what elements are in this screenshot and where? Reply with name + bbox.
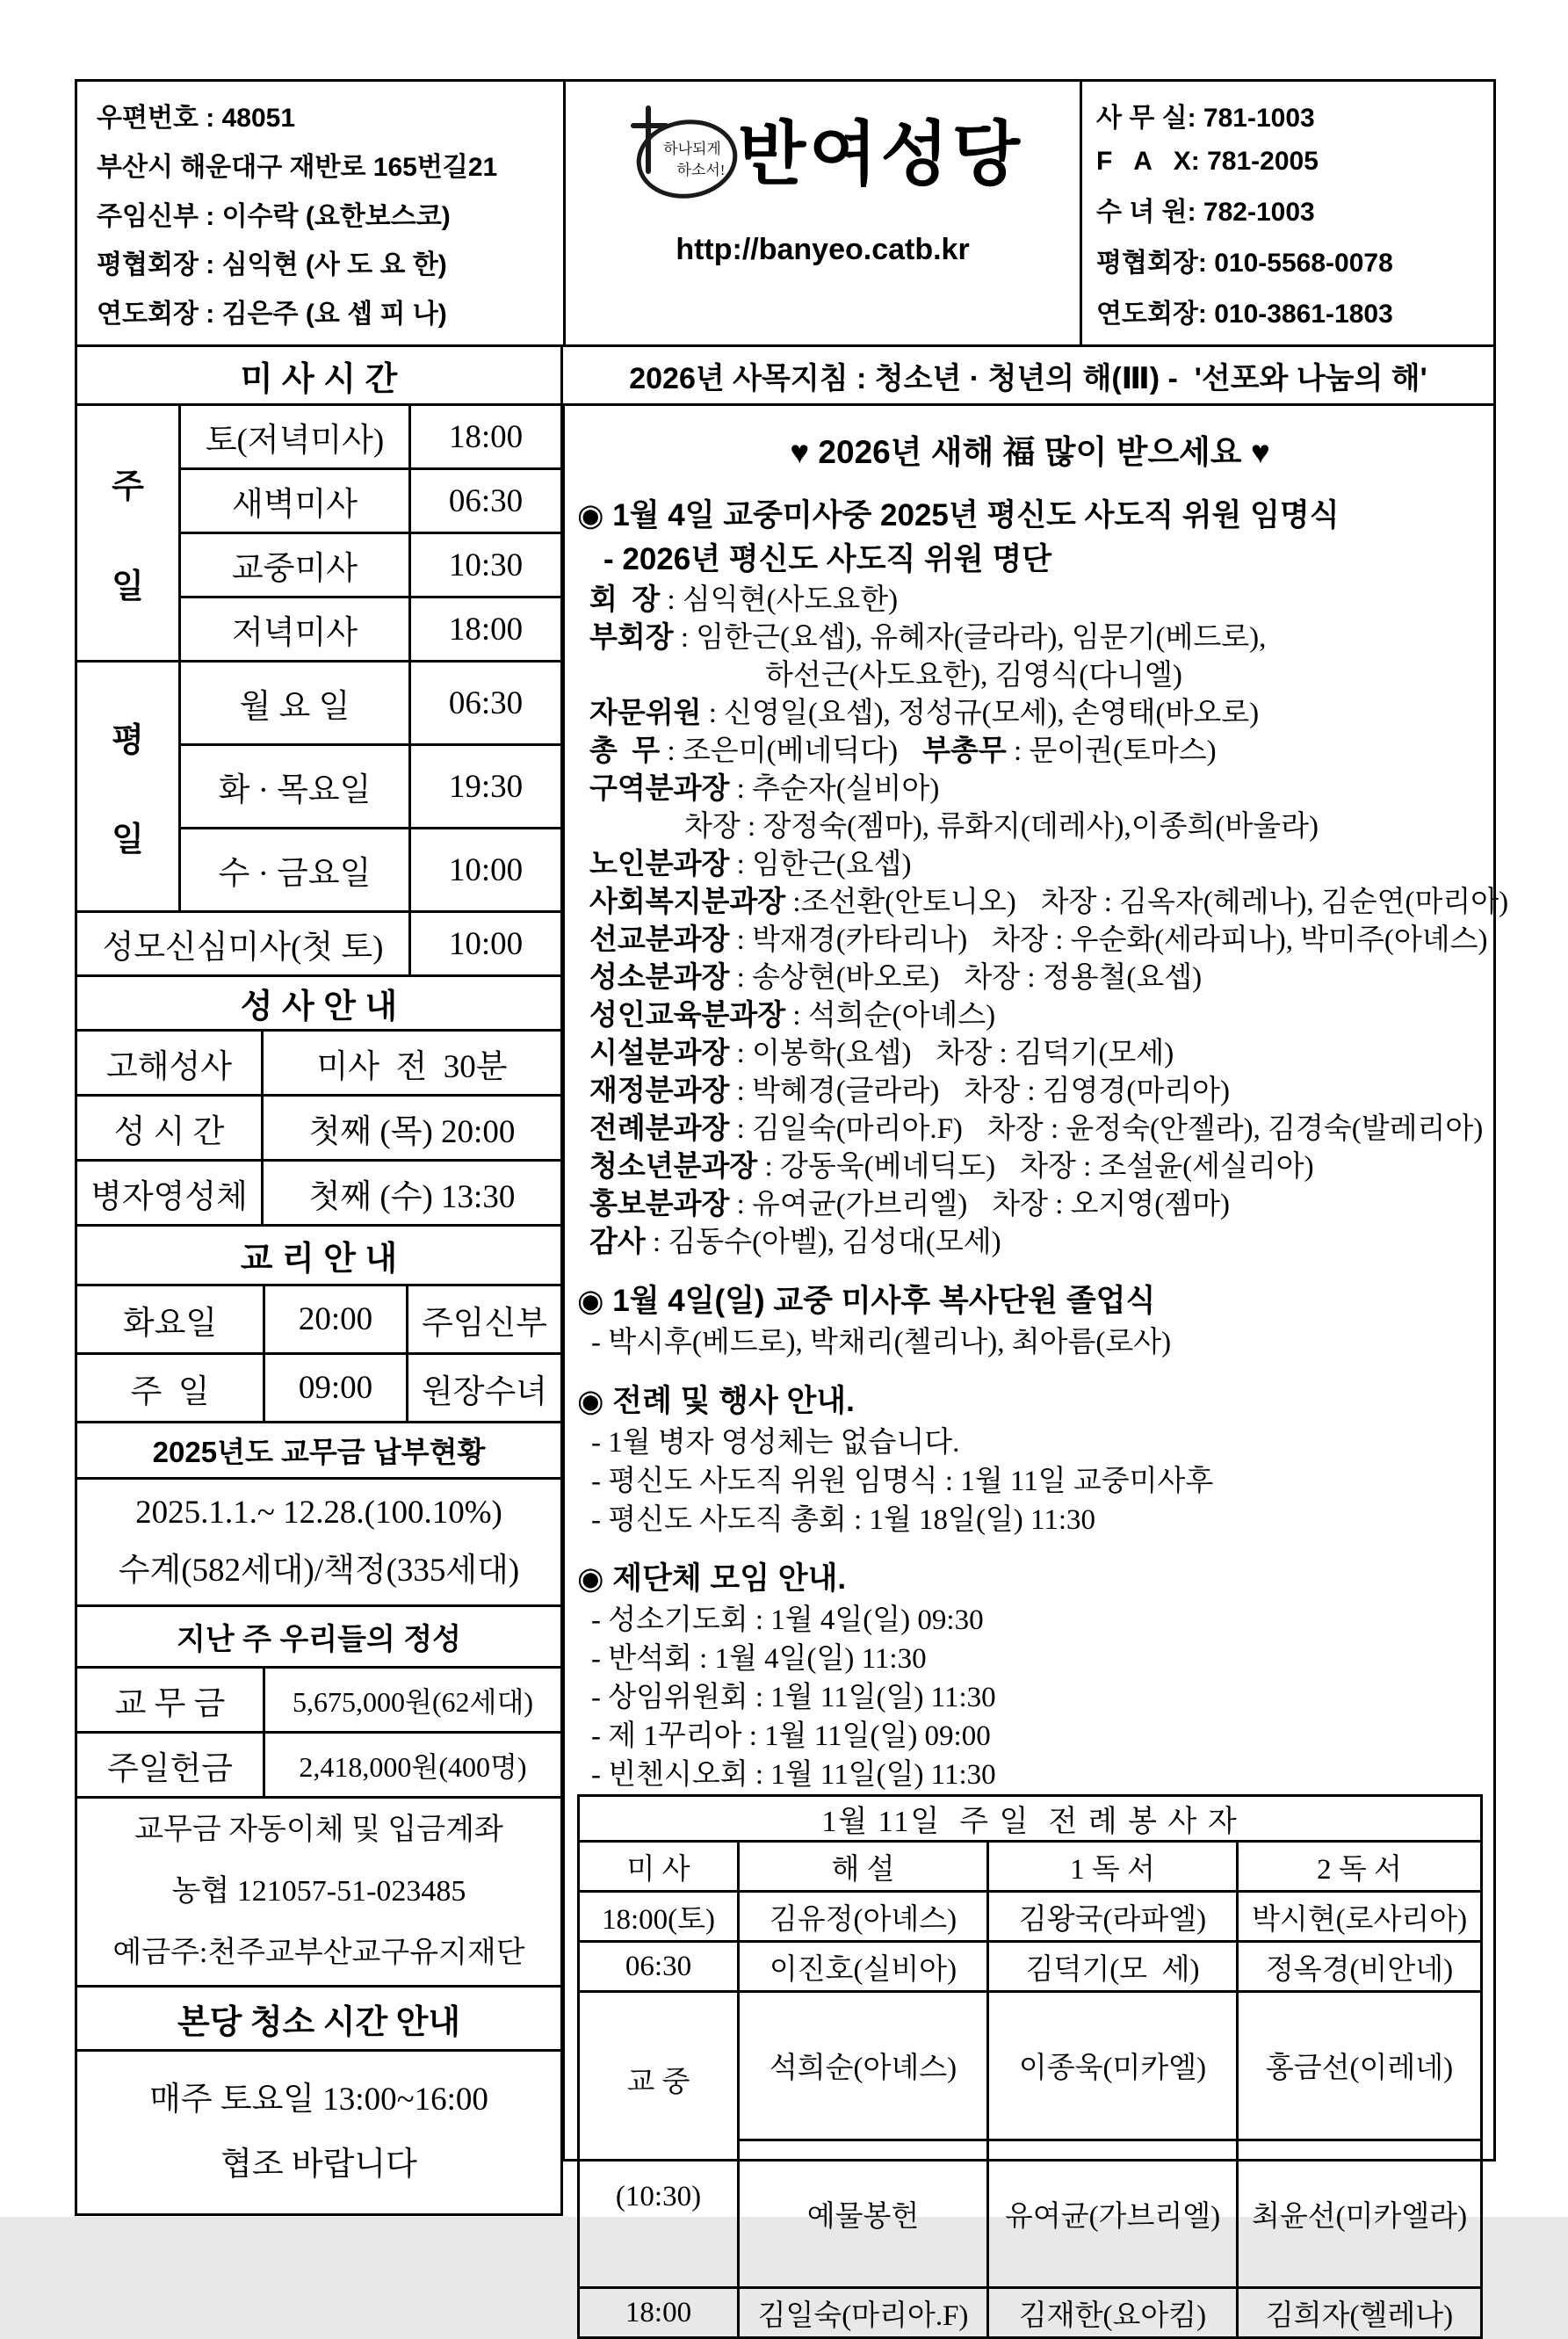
events-heading: ◉ 전례 및 행사 안내. — [577, 1384, 855, 1418]
table-row — [76, 1161, 562, 1226]
committee-line — [577, 1111, 1483, 1148]
dues-households: 수계(582세대)/책정(335세대) — [118, 1553, 520, 1589]
pastoral-theme: 2026년 사목지침 : 청소년 · 청년의 해(Ⅲ) - '선포와 나눔의 해' — [560, 344, 1496, 406]
role-value: : 석희순(아녜스) — [785, 1000, 996, 1032]
header-left-info — [77, 82, 566, 344]
committee-line — [577, 771, 1483, 808]
role-value: 하선근(사도요한), 김영식(다니엘) — [765, 660, 1182, 692]
role-value: : 조은미(베네딕다) — [660, 735, 899, 767]
commentator: 석희순(아녜스) — [739, 1992, 988, 2140]
table-row — [76, 1031, 562, 1096]
role-label: 사회복지분과장 — [589, 887, 786, 918]
group-char: 일 — [112, 568, 144, 606]
graduation-heading: ◉ 1월 4일(일) 교중 미사후 복사단원 졸업식 — [577, 1284, 1156, 1318]
catechism-time: 09:00 — [264, 1354, 408, 1423]
role-label: 차장 — [936, 1038, 993, 1069]
role-value: : 정용철(요셉) — [1020, 962, 1203, 994]
role-value: : 이봉학(요셉) — [729, 1038, 912, 1069]
committee-line — [577, 1035, 1483, 1073]
account-number: 농협 121057-51-023485 — [171, 1875, 466, 1908]
committee-line — [577, 959, 1483, 997]
role-value: : 조설윤(세실리아) — [1075, 1151, 1314, 1183]
row-value: 2,418,000원(400명) — [264, 1733, 562, 1798]
table-row — [76, 912, 562, 976]
role-value: : 오지영(젬마) — [1047, 1189, 1230, 1220]
logo-title-row — [622, 101, 1023, 208]
role-value: : 유여균(가브리엘) — [729, 1189, 968, 1220]
dues-period: 2025.1.1.~ 12.28.(100.10%) — [135, 1495, 502, 1531]
role-value: : 김덕기(모세) — [992, 1038, 1174, 1069]
column-header: 미 사 — [579, 1842, 739, 1892]
dues-summary — [75, 1477, 563, 1607]
mass-name: 교중미사 — [180, 533, 410, 597]
role-value: : 윤정숙(안젤라), 김경숙(발레리아) — [1043, 1113, 1484, 1145]
council-president-phone: 평협회장: 010-5568-0078 — [1096, 248, 1393, 278]
table-row — [76, 1096, 562, 1161]
mass-time: 10:30 — [410, 533, 562, 597]
role-value: : 박혜경(글라라) — [729, 1075, 940, 1107]
table-row — [579, 1842, 1482, 1892]
header-box — [75, 79, 1496, 347]
fax-number: F A X: 781-2005 — [1096, 147, 1319, 177]
role-value: : 김영경(마리아) — [1020, 1075, 1230, 1107]
first-reader: 김덕기(모 세) — [988, 1942, 1238, 1992]
committee-line — [577, 922, 1488, 959]
logo-caption-line1: 하나되게 — [663, 141, 721, 157]
row-value: 미사 전 30분 — [263, 1031, 562, 1096]
mass-slot-line: 교 중 — [626, 2067, 690, 2098]
row-value: 5,675,000원(62세대) — [264, 1668, 562, 1733]
servers-table-wrap — [577, 1794, 1483, 2339]
appointment-heading: ◉ 1월 4일 교중미사중 2025년 평신도 사도직 위원 임명식 — [577, 498, 1340, 532]
role-value: : 우순화(세라피나), 박미주(아녜스) — [1047, 924, 1488, 956]
second-reader: 정옥경(비안네) — [1238, 1942, 1482, 1992]
new-year-greeting: ♥ 2026년 새해 福 많이 받으세요 ♥ — [790, 434, 1270, 470]
role-label: 차장 — [964, 1075, 1021, 1107]
mass-time-header: 미 사 시 간 — [75, 344, 563, 406]
account-title: 교무금 자동이체 및 입금계좌 — [134, 1814, 503, 1846]
second-reader: 박시현(로사리아) — [1238, 1892, 1482, 1942]
table-row — [579, 1796, 1482, 1842]
row-label: 고해성사 — [76, 1031, 263, 1096]
role-label: 부회장 — [589, 622, 674, 654]
role-label: 성소분과장 — [589, 962, 730, 994]
pastor-line: 주임신부 : 이수락 (요한보스코) — [97, 201, 451, 231]
row-label: 교 무 금 — [76, 1668, 264, 1733]
role-value: : 박재경(카타리나) — [729, 924, 968, 956]
committee-line — [577, 733, 1483, 771]
role-label: 감사 — [589, 1227, 646, 1258]
meeting-line: - 상임위원회 : 1월 11일(일) 11:30 — [591, 1682, 996, 1713]
committee-line — [577, 997, 1483, 1035]
event-line: - 평신도 사도직 위원 임명식 : 1월 11일 교중미사후 — [591, 1466, 1214, 1497]
event-line: - 1월 병자 영성체는 없습니다. — [591, 1427, 960, 1459]
commentator: 김일숙(마리아.F) — [739, 2288, 988, 2338]
row-label: 주일헌금 — [76, 1733, 264, 1798]
mass-name: 토(저녁미사) — [180, 405, 410, 469]
role-label: 시설분과장 — [589, 1038, 730, 1069]
mass-schedule-table — [75, 403, 563, 977]
role-value: : 강동욱(베네딕도) — [757, 1151, 996, 1183]
commentator: 예물봉헌 — [739, 2140, 988, 2288]
appointment-subheading: - 2026년 평신도 사도직 위원 명단 — [603, 542, 1052, 576]
offering-header: 지난 주 우리들의 정성 — [75, 1604, 563, 1669]
role-label: 차장 — [992, 924, 1048, 956]
meeting-line: - 성소기도회 : 1월 4일(일) 09:30 — [591, 1604, 984, 1636]
role-value: :조선환(안토니오) — [785, 887, 1016, 918]
sacraments-header: 성 사 안 내 — [75, 974, 563, 1032]
role-label: 홍보분과장 — [589, 1189, 730, 1220]
mass-name: 새벽미사 — [180, 469, 410, 533]
servers-table — [577, 1794, 1483, 2339]
table-row — [579, 2288, 1482, 2338]
column-header: 2 독 서 — [1238, 1842, 1482, 1892]
committee-line — [577, 1224, 1483, 1262]
second-reader: 최윤선(미카엘라) — [1238, 2140, 1482, 2288]
group-char: 주 — [112, 467, 144, 505]
role-label: 부총무 — [922, 735, 1007, 767]
table-row — [579, 1992, 1482, 2140]
group-char: 평 — [112, 722, 144, 760]
committee-line — [577, 695, 1483, 733]
row-value: 첫째 (수) 13:30 — [263, 1161, 562, 1226]
council-president-line: 평협회장 : 심익현 (사 도 요 한) — [97, 250, 447, 280]
postal-code: 우편번호 : 48051 — [97, 104, 296, 133]
role-value: : 임한근(요셉), 유혜자(글라라), 임문기(베드로), — [673, 622, 1267, 654]
mass-time: 18:00 — [410, 597, 562, 662]
mass-time: 18:00 — [410, 405, 562, 469]
committee-line — [577, 1148, 1483, 1186]
role-value: : 추순자(실비아) — [729, 773, 940, 805]
catechism-day: 화요일 — [76, 1285, 264, 1354]
committee-line — [577, 582, 1483, 619]
mass-slot-line: (10:30) — [615, 2181, 702, 2212]
mass-slot — [579, 1992, 739, 2288]
account-holder: 예금주:천주교부산교구유지재단 — [112, 1937, 525, 1969]
catechism-time: 20:00 — [264, 1285, 408, 1354]
catechism-table — [75, 1284, 563, 1423]
cleaning-header: 본당 청소 시간 안내 — [75, 1985, 563, 2052]
second-reader: 김희자(헬레나) — [1238, 2288, 1482, 2338]
role-label: 청소년분과장 — [589, 1151, 758, 1183]
role-label: 차장 — [964, 962, 1021, 994]
meeting-line: - 빈첸시오회 : 1월 11일(일) 11:30 — [591, 1759, 996, 1791]
committee-line — [577, 846, 1483, 884]
role-label: 재정분과장 — [589, 1075, 730, 1107]
role-value: : 신영일(요셉), 정성규(모세), 손영태(바오로) — [701, 698, 1260, 729]
committee-line — [577, 1186, 1483, 1224]
table-row — [76, 1285, 562, 1354]
mass-name: 저녁미사 — [180, 597, 410, 662]
mass-slot: 18:00(토) — [579, 1892, 739, 1942]
graduation-line: - 박시후(베드로), 박채리(첼리나), 최아름(로사) — [591, 1327, 1172, 1358]
row-value: 첫째 (목) 20:00 — [263, 1096, 562, 1161]
role-label: 성인교육분과장 — [589, 1000, 786, 1032]
first-reader: 유여균(가브리엘) — [988, 2140, 1238, 2288]
committee-line — [577, 808, 1483, 846]
role-value: : 김동수(아벨), 김성대(모세) — [645, 1227, 1001, 1258]
announcements-box — [562, 403, 1509, 2332]
first-reader: 이종욱(미카엘) — [988, 1992, 1238, 2140]
convent-phone: 수 녀 원: 782-1003 — [1096, 197, 1315, 227]
table-row — [76, 1668, 562, 1733]
catechism-teacher: 원장수녀 — [408, 1354, 562, 1423]
table-row — [579, 1942, 1482, 1992]
role-label: 선교분과장 — [589, 924, 730, 956]
role-label: 회 장 — [589, 584, 661, 616]
role-value: : 김옥자(헤레나), 김순연(마리아) — [1096, 887, 1509, 918]
address: 부산시 해운대구 재반로 165번길21 — [97, 152, 498, 182]
site-url: http://banyeo.catb.kr — [676, 233, 970, 266]
committee-line — [577, 657, 1483, 695]
offering-table — [75, 1666, 563, 1799]
role-label: 차장 — [992, 1189, 1048, 1220]
column-header: 1 독 서 — [988, 1842, 1238, 1892]
role-label: 자문위원 — [589, 698, 702, 729]
commentator: 김유정(아녜스) — [739, 1892, 988, 1942]
table-row — [76, 405, 562, 469]
table-row — [579, 1892, 1482, 1942]
event-line: - 평신도 사도직 총회 : 1월 18일(일) 11:30 — [591, 1504, 1095, 1536]
meeting-line: - 반석회 : 1월 4일(일) 11:30 — [591, 1643, 927, 1675]
cleaning-time: 매주 토요일 13:00~16:00 — [149, 2082, 488, 2118]
catechism-header: 교 리 안 내 — [75, 1224, 563, 1286]
group-char: 일 — [112, 821, 144, 858]
role-value: : 장정숙(젬마), 류화지(데레사),이종희(바울라) — [740, 811, 1319, 843]
servers-title: 1월 11일 주 일 전 례 봉 사 자 — [579, 1796, 1482, 1842]
role-value: : 김일숙(마리아.F) — [729, 1113, 963, 1145]
meetings-heading: ◉ 제단체 모임 안내. — [577, 1561, 847, 1596]
mass-time: 10:00 — [410, 912, 562, 976]
header-center — [566, 82, 1082, 344]
first-reader: 김재한(요아킴) — [988, 2288, 1238, 2338]
page-title: 반여성당 — [737, 115, 1024, 193]
role-label: 노인분과장 — [589, 849, 730, 880]
role-label: 구역분과장 — [589, 773, 730, 805]
role-label: 차장 — [986, 1113, 1044, 1145]
column-header: 해 설 — [739, 1842, 988, 1892]
role-value: : 문이권(토마스) — [1006, 735, 1217, 767]
special-mass-name: 성모신심미사(첫 토) — [76, 912, 410, 976]
committee-line — [577, 1073, 1483, 1111]
mass-slot: 18:00 — [579, 2288, 739, 2338]
catechism-day: 주 일 — [76, 1354, 264, 1423]
mass-name: 화 · 목요일 — [180, 745, 410, 829]
mass-time: 10:00 — [410, 829, 562, 912]
mass-slot: 06:30 — [579, 1942, 739, 1992]
mass-name: 월 요 일 — [180, 662, 410, 745]
logo-caption-line2: 하소서! — [676, 162, 726, 178]
church-logo-icon — [622, 101, 738, 208]
meeting-line: - 제 1꾸리아 : 1월 11일(일) 09:00 — [591, 1720, 991, 1752]
mass-name: 수 · 금요일 — [180, 829, 410, 912]
table-row — [76, 1354, 562, 1423]
section-band — [75, 344, 1496, 406]
role-label: 총 무 — [589, 735, 661, 767]
role-value: : 송상현(바오로) — [729, 962, 940, 994]
yeondo-president-phone: 연도회장: 010-3861-1803 — [1096, 300, 1393, 329]
account-info — [75, 1796, 563, 1988]
second-reader: 홍금선(이레네) — [1238, 1992, 1482, 2140]
table-row — [76, 1733, 562, 1798]
role-label: 차장 — [1040, 887, 1097, 918]
mass-time: 19:30 — [410, 745, 562, 829]
role-label: 전례분과장 — [589, 1113, 730, 1145]
dues-header: 2025년도 교무금 납부현황 — [75, 1421, 563, 1480]
role-label: 차장 — [684, 811, 741, 843]
commentator: 이진호(실비아) — [739, 1942, 988, 1992]
header-contacts — [1082, 82, 1493, 344]
catechism-teacher: 주임신부 — [408, 1285, 562, 1354]
mass-time: 06:30 — [410, 469, 562, 533]
left-column — [75, 403, 563, 2216]
cleaning-info — [75, 2049, 563, 2216]
role-value: : 임한근(요셉) — [729, 849, 912, 880]
committee-line — [577, 619, 1483, 657]
office-phone: 사 무 실: 781-1003 — [1096, 104, 1315, 133]
role-value: : 심익현(사도요한) — [660, 584, 899, 616]
yeondo-president-line: 연도회장 : 김은주 (요 셉 피 나) — [97, 300, 447, 329]
first-reader: 김왕국(라파엘) — [988, 1892, 1238, 1942]
row-label: 성 시 간 — [76, 1096, 263, 1161]
cleaning-note: 협조 바랍니다 — [220, 2147, 417, 2183]
sacraments-table — [75, 1029, 563, 1227]
mass-time: 06:30 — [410, 662, 562, 745]
row-label: 병자영성체 — [76, 1161, 263, 1226]
role-label: 차장 — [1020, 1151, 1076, 1183]
committee-line — [577, 884, 1509, 922]
